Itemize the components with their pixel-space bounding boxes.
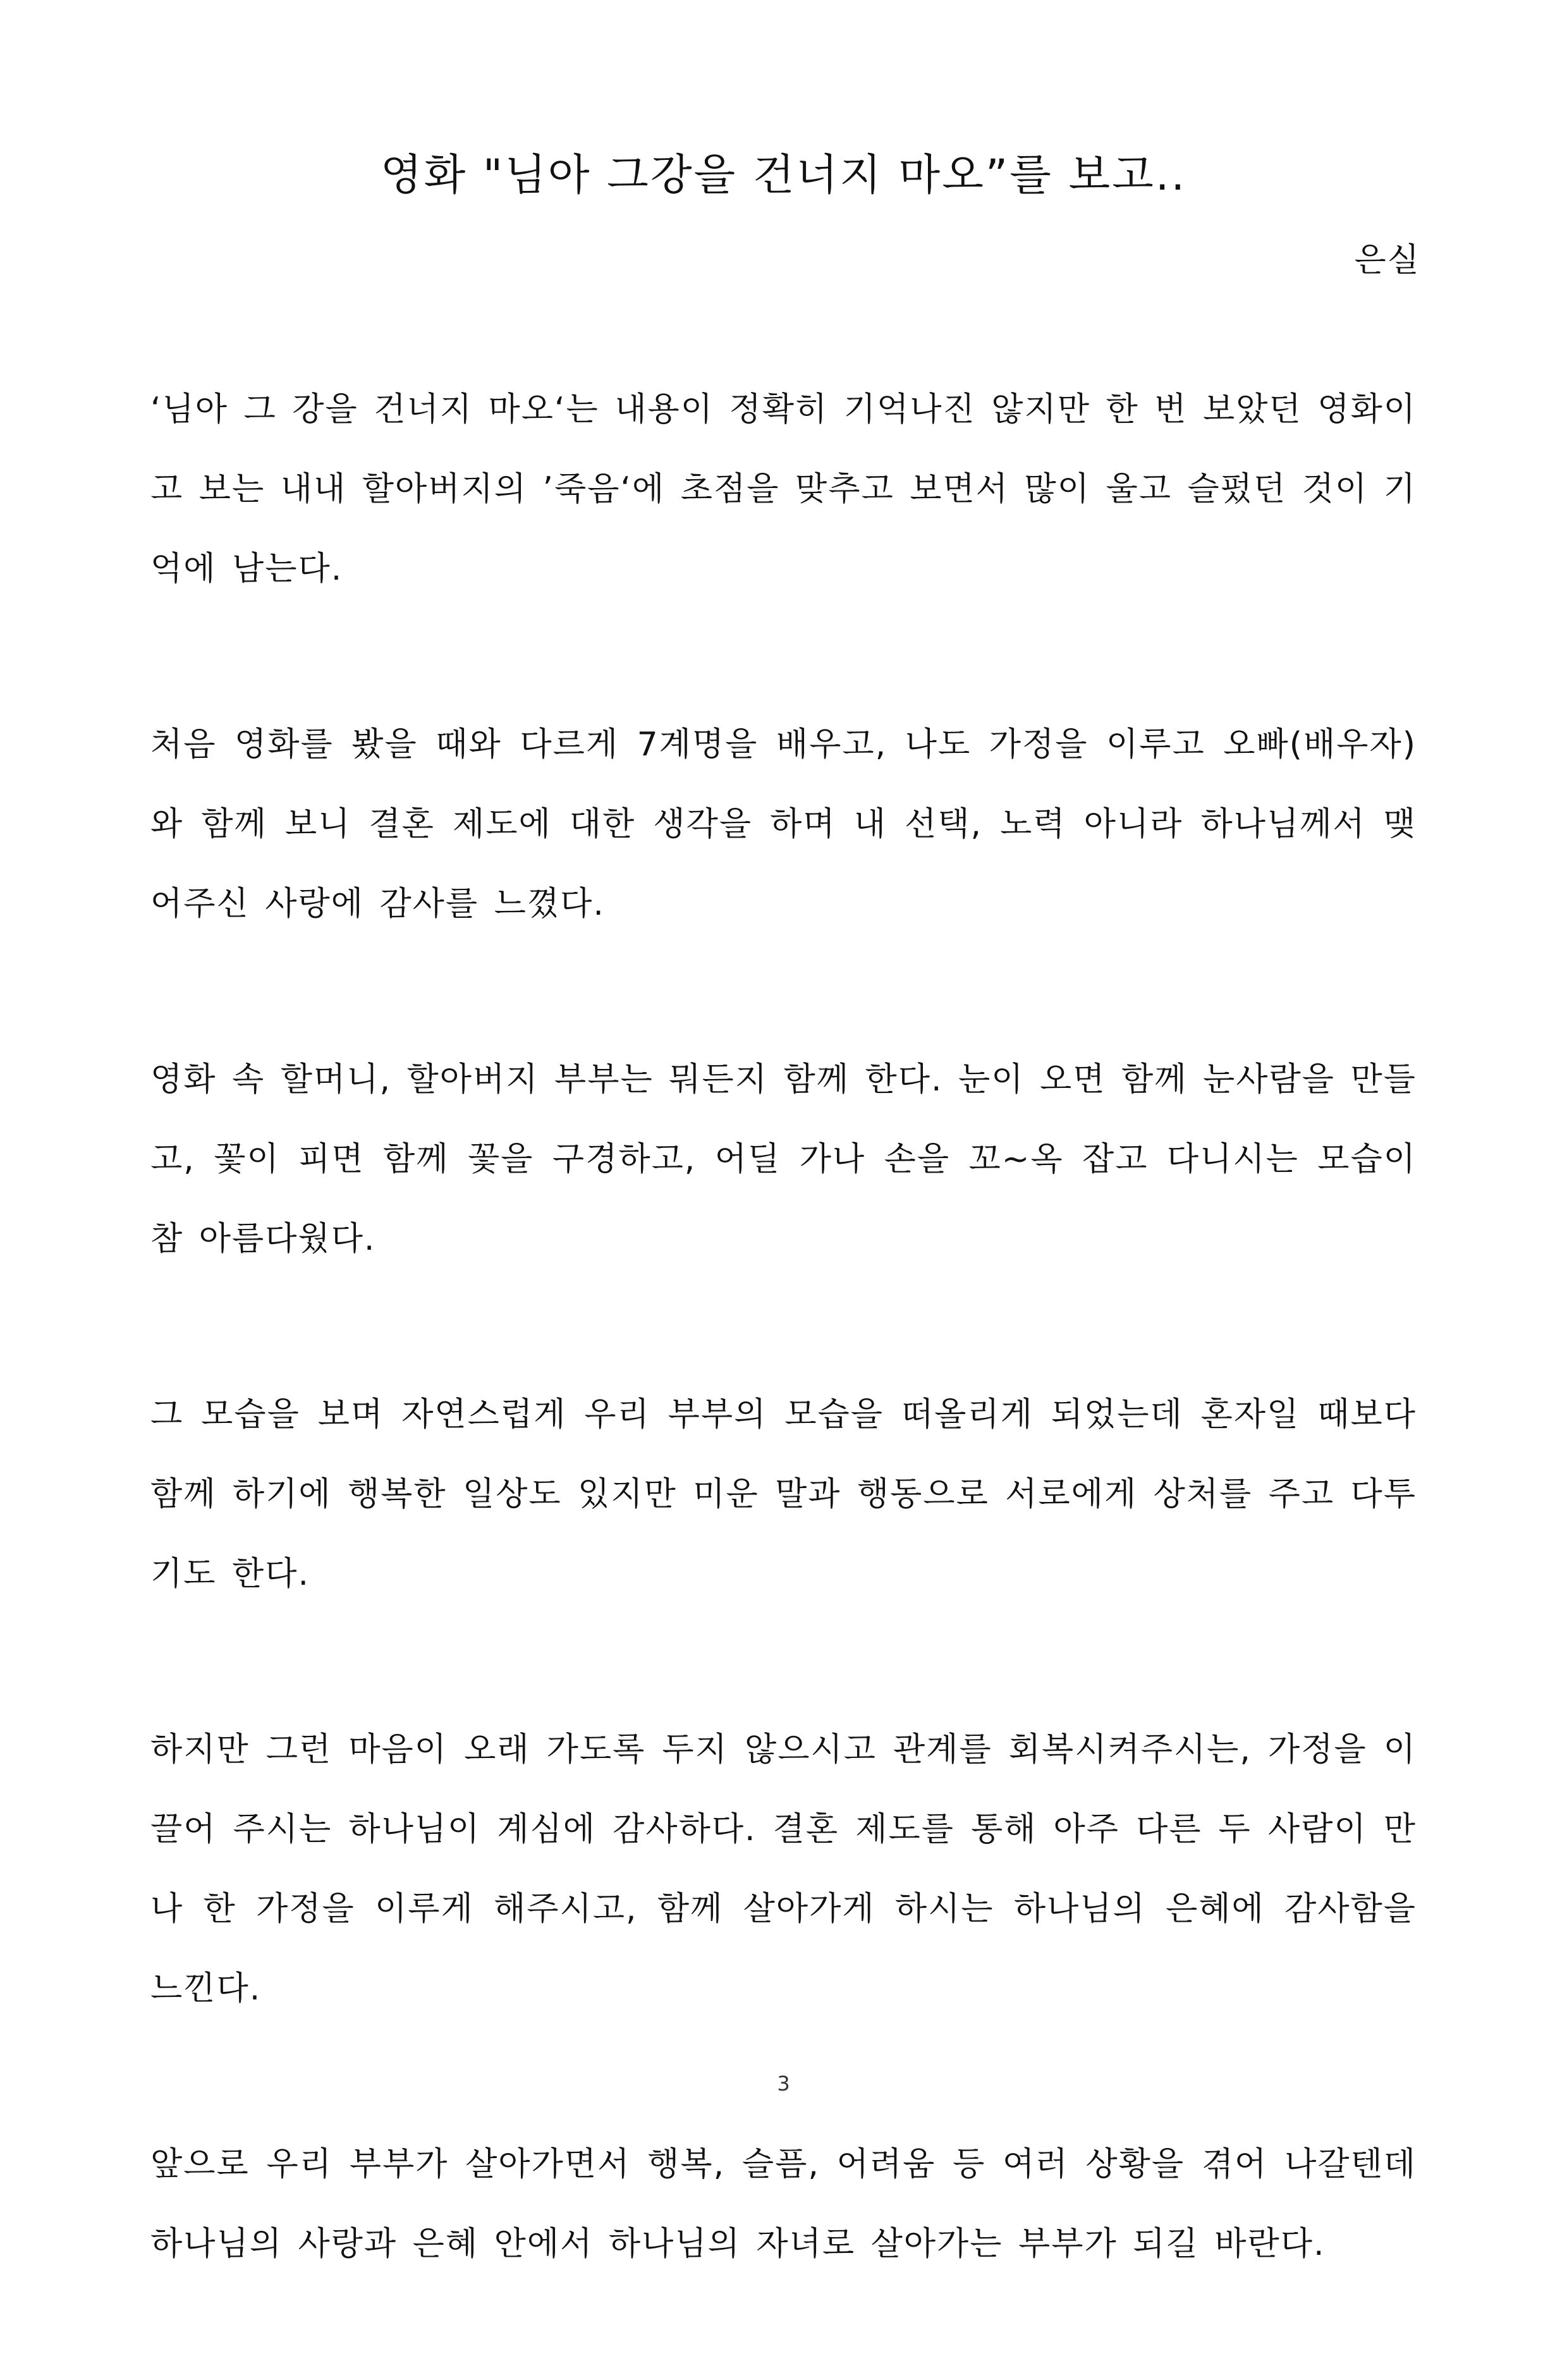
paragraph: ‘님아 그 강을 건너지 마오‘는 내용이 정확히 기억나진 않지만 한 번 보았던 영화이고 보는 내내 할아버지의 ’죽음‘에 초점을 맞추고 보면서 많이 울고 슬펐던 것이 기억에 남는다. <box>150 391 1417 588</box>
author-name: 은실 <box>1354 241 1420 279</box>
paragraph: 그 모습을 보며 자연스럽게 우리 부부의 모습을 떠올리게 되었는데 혼자일 때보다 함께 하기에 행복한 일상도 있지만 미운 말과 행동으로 서로에게 상처를 주고 다투기도 한다. <box>150 1396 1417 1593</box>
page-number: 3 <box>777 2072 790 2096</box>
paragraph: 하지만 그런 마음이 오래 가도록 두지 않으시고 관계를 회복시켜주시는, 가정을 이끌어 주시는 하나님이 계심에 감사하다. 결혼 제도를 통해 아주 다른 두 사람이 만나 한 가정을 이루게 해주시고, 함께 살아가게 하시는 하나님의 은혜에 감사함을 느낀다. <box>150 1731 1417 2008</box>
document-title: 영화 "님아 그강을 건너지 마오”를 보고.. <box>380 150 1187 200</box>
paragraph: 앞으로 우리 부부가 살아가면서 행복, 슬픔, 어려움 등 여러 상황을 겪어 나갈텐데 하나님의 사랑과 은혜 안에서 하나님의 자녀로 살아가는 부부가 되길 바란다. <box>150 2145 1417 2263</box>
paragraph: 영화 속 할머니, 할아버지 부부는 뭐든지 함께 한다. 눈이 오면 함께 눈사람을 만들고, 꽃이 피면 함께 꽃을 구경하고, 어딜 가나 손을 꼬~옥 잡고 다니시는 모습이 참 아름다웠다. <box>150 1061 1417 1258</box>
paragraph: 처음 영화를 봤을 때와 다르게 7계명을 배우고, 나도 가정을 이루고 오빠(배우자)와 함께 보니 결혼 제도에 대한 생각을 하며 내 선택, 노력 아니라 하나님께서 맺어주신 사랑에 감사를 느꼈다. <box>150 726 1417 923</box>
